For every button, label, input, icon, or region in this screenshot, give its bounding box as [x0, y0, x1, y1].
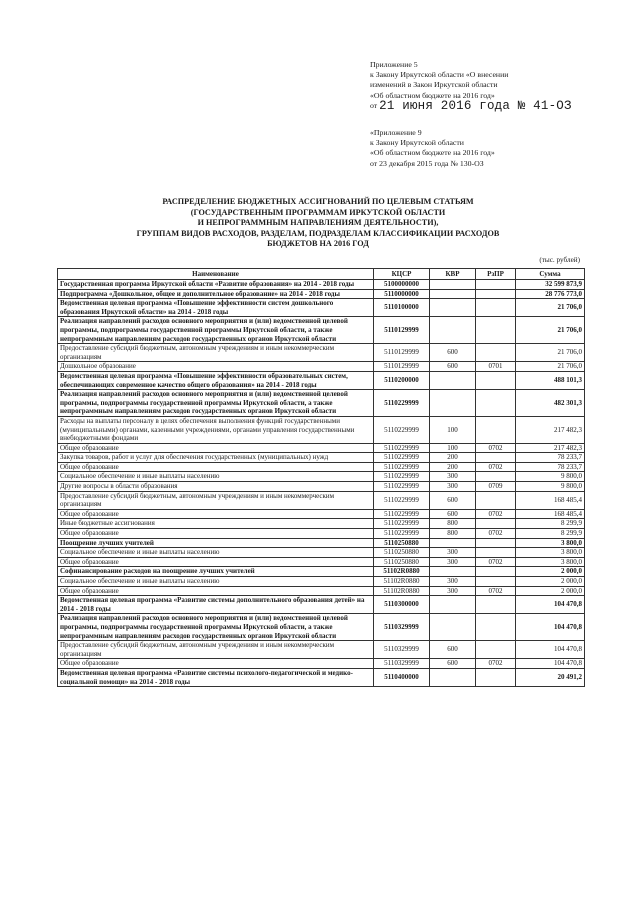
row-name: Иные бюджетные ассигнования	[58, 519, 374, 529]
row-kvr: 300	[430, 548, 476, 558]
row-rzpr	[476, 289, 516, 299]
header-sum: Сумма	[516, 269, 585, 280]
row-name: Общее образование	[58, 443, 374, 453]
row-name: Реализация направлений расходов основного мероприятия и (или) ведомственной целевой программы, подпрограммы государственной программы Иркутской области, а также непрограммным направлениям расходов государственных органов Иркутской области	[58, 614, 374, 641]
row-sum: 488 101,3	[516, 371, 585, 389]
table-row	[58, 362, 585, 372]
document-title	[96, 197, 540, 250]
row-kvr: 300	[430, 482, 476, 492]
row-sum: 104 470,8	[516, 641, 585, 659]
header-line: «Об областном бюджете на 2016 год»	[370, 90, 495, 100]
row-sum: 8 299,9	[516, 529, 585, 539]
table-row	[58, 344, 585, 362]
row-kvr: 800	[430, 519, 476, 529]
table-row	[58, 443, 585, 453]
row-kcsr: 5110250880	[374, 548, 430, 558]
law-number-stamp: 21 июня 2016 года № 41-ОЗ	[379, 98, 572, 113]
row-sum: 28 776 773,0	[516, 289, 585, 299]
row-sum: 104 470,8	[516, 614, 585, 641]
header-line: от 23 декабря 2015 года № 130-ОЗ	[370, 158, 484, 168]
row-rzpr	[476, 416, 516, 443]
row-kcsr: 5110329999	[374, 641, 430, 659]
row-rzpr	[476, 472, 516, 482]
row-kcsr: 5110229999	[374, 453, 430, 463]
row-sum: 20 491,2	[516, 668, 585, 686]
row-name: Общее образование	[58, 586, 374, 596]
row-rzpr	[476, 538, 516, 548]
row-kvr	[430, 299, 476, 317]
row-kvr: 300	[430, 586, 476, 596]
table-row	[58, 557, 585, 567]
row-kvr	[430, 668, 476, 686]
row-name: Общее образование	[58, 462, 374, 472]
appendix-9-header	[370, 128, 632, 169]
row-sum: 21 706,0	[516, 344, 585, 362]
row-kvr: 300	[430, 472, 476, 482]
row-kcsr: 51102R0880	[374, 567, 430, 577]
row-name: Реализация направлений расходов основного мероприятия и (или) ведомственной целевой программы, подпрограммы государственной программы Иркутской области, а также непрограммным направлениям расходов государственных органов Иркутской области	[58, 317, 374, 344]
row-kcsr: 5110229999	[374, 443, 430, 453]
row-kvr	[430, 390, 476, 417]
row-kcsr: 5110229999	[374, 509, 430, 519]
row-kvr	[430, 596, 476, 614]
row-kcsr: 5110129999	[374, 344, 430, 362]
row-name: Ведомственная целевая программа «Развитие системы дополнительного образования детей» на 2014 - 2018 годы	[58, 596, 374, 614]
row-kvr: 800	[430, 529, 476, 539]
header-line: изменений в Закон Иркутской области	[370, 80, 498, 90]
table-row	[58, 462, 585, 472]
row-kvr: 300	[430, 577, 476, 587]
row-rzpr: 0702	[476, 557, 516, 567]
row-rzpr: 0702	[476, 443, 516, 453]
row-name: Дошкольное образование	[58, 362, 374, 372]
row-rzpr: 0702	[476, 659, 516, 669]
row-kcsr: 51102R0880	[374, 586, 430, 596]
law-date-line	[370, 98, 632, 113]
row-name: Государственная программа Иркутской области «Развитие образования» на 2014 - 2018 годы	[58, 280, 374, 290]
table-row	[58, 519, 585, 529]
row-kvr: 600	[430, 491, 476, 509]
row-rzpr: 0702	[476, 462, 516, 472]
row-kcsr: 5110250880	[374, 557, 430, 567]
row-name: Предоставление субсидий бюджетным, автономным учреждениям и иным некоммерческим организациям	[58, 344, 374, 362]
row-kvr: 100	[430, 443, 476, 453]
row-rzpr	[476, 390, 516, 417]
row-kvr	[430, 567, 476, 577]
row-name: Ведомственная целевая программа «Повышение эффективности систем дошкольного образования Иркутской области» на 2014 - 2018 годы	[58, 299, 374, 317]
row-kcsr: 5110229999	[374, 390, 430, 417]
header-line: «Приложение 9	[370, 128, 422, 137]
row-kcsr: 5110229999	[374, 529, 430, 539]
title-line: И НЕПРОГРАММНЫМ НАПРАВЛЕНИЯМ ДЕЯТЕЛЬНОСТИ),	[197, 218, 439, 228]
title-line: РАСПРЕДЕЛЕНИЕ БЮДЖЕТНЫХ АССИГНОВАНИЙ ПО ЦЕЛЕВЫМ СТАТЬЯМ	[162, 197, 474, 206]
header-line: к Закону Иркутской области «О внесении	[370, 70, 509, 80]
row-name: Общее образование	[58, 659, 374, 669]
table-row	[58, 596, 585, 614]
row-kvr: 600	[430, 659, 476, 669]
row-kcsr: 5110129999	[374, 317, 430, 344]
row-sum: 168 485,4	[516, 491, 585, 509]
row-kvr	[430, 538, 476, 548]
row-kvr: 600	[430, 344, 476, 362]
table-row	[58, 548, 585, 558]
row-name: Социальное обеспечение и иные выплаты населению	[58, 577, 374, 587]
row-name: Социальное обеспечение и иные выплаты населению	[58, 548, 374, 558]
header-kvr: КВР	[430, 269, 476, 280]
row-sum: 3 800,0	[516, 538, 585, 548]
row-kvr: 200	[430, 462, 476, 472]
row-rzpr	[476, 453, 516, 463]
row-kvr: 600	[430, 641, 476, 659]
row-kcsr: 5110250880	[374, 538, 430, 548]
row-sum: 104 470,8	[516, 596, 585, 614]
row-rzpr: 0701	[476, 362, 516, 372]
row-kcsr: 5110400000	[374, 668, 430, 686]
header-line: к Закону Иркутской области	[370, 138, 464, 148]
header-line: Приложение 5	[370, 60, 418, 69]
title-line: ГРУППАМ ВИДОВ РАСХОДОВ, РАЗДЕЛАМ, ПОДРАЗДЕЛАМ КЛАССИФИКАЦИИ РАСХОДОВ	[136, 228, 500, 238]
row-sum: 8 299,9	[516, 519, 585, 529]
row-name: Ведомственная целевая программа «Повышение эффективности образовательных систем, обеспечивающих современное качество общего образования» на 2014 - 2018 годы	[58, 371, 374, 389]
row-name: Социальное обеспечение и иные выплаты населению	[58, 472, 374, 482]
row-sum: 2 000,0	[516, 567, 585, 577]
table-row	[58, 577, 585, 587]
row-kvr: 600	[430, 362, 476, 372]
row-sum: 2 000,0	[516, 577, 585, 587]
row-sum: 3 800,0	[516, 548, 585, 558]
table-row	[58, 416, 585, 443]
row-kcsr: 51102R0880	[374, 577, 430, 587]
row-name: Общее образование	[58, 509, 374, 519]
row-sum: 3 800,0	[516, 557, 585, 567]
table-row	[58, 567, 585, 577]
table-row	[58, 299, 585, 317]
row-kcsr: 5110229999	[374, 519, 430, 529]
row-rzpr	[476, 344, 516, 362]
row-sum: 21 706,0	[516, 362, 585, 372]
row-rzpr: 0702	[476, 586, 516, 596]
row-sum: 9 800,0	[516, 472, 585, 482]
table-row	[58, 641, 585, 659]
row-sum: 78 233,7	[516, 453, 585, 463]
row-rzpr	[476, 641, 516, 659]
row-name: Софинансирование расходов на поощрение лучших учителей	[58, 567, 374, 577]
table-row	[58, 371, 585, 389]
header-name: Наименование	[58, 269, 374, 280]
row-rzpr	[476, 668, 516, 686]
row-kvr: 100	[430, 416, 476, 443]
table-row	[58, 280, 585, 290]
row-kvr	[430, 371, 476, 389]
row-sum: 78 233,7	[516, 462, 585, 472]
row-kcsr: 5110129999	[374, 362, 430, 372]
table-row	[58, 390, 585, 417]
table-row	[58, 317, 585, 344]
row-rzpr	[476, 491, 516, 509]
row-rzpr	[476, 614, 516, 641]
row-rzpr	[476, 519, 516, 529]
row-kvr	[430, 317, 476, 344]
header-line: «Об областном бюджете на 2016 год»	[370, 148, 495, 158]
row-kcsr: 5110329999	[374, 659, 430, 669]
row-rzpr: 0702	[476, 509, 516, 519]
row-kcsr: 5110229999	[374, 472, 430, 482]
row-rzpr: 0709	[476, 482, 516, 492]
row-name: Закупка товаров, работ и услуг для обеспечения государственных (муниципальных) нужд	[58, 453, 374, 463]
row-name: Расходы на выплаты персоналу в целях обеспечения выполнения функций государственными (муниципальными) органами, казенными учреждениями, органами управления государственными внебюджетными фондами	[58, 416, 374, 443]
row-sum: 21 706,0	[516, 317, 585, 344]
row-name: Предоставление субсидий бюджетным, автономным учреждениям и иным некоммерческим организациям	[58, 641, 374, 659]
header-kcsr: КЦСР	[374, 269, 430, 280]
table-row	[58, 529, 585, 539]
row-rzpr	[476, 280, 516, 290]
row-kvr	[430, 289, 476, 299]
row-name: Ведомственная целевая программа «Развитие системы психолого-педагогической и медико-социальной помощи» на 2014 - 2018 годы	[58, 668, 374, 686]
row-name: Поощрение лучших учителей	[58, 538, 374, 548]
row-kcsr: 5110329999	[374, 614, 430, 641]
row-name: Подпрограмма «Дошкольное, общее и дополнительное образование» на 2014 - 2018 годы	[58, 289, 374, 299]
table-row	[58, 289, 585, 299]
table-header-row	[58, 269, 585, 280]
table-row	[58, 586, 585, 596]
row-kvr	[430, 280, 476, 290]
row-kcsr: 5110229999	[374, 482, 430, 492]
row-kvr: 200	[430, 453, 476, 463]
title-line: (ГОСУДАРСТВЕННЫМ ПРОГРАММАМ ИРКУТСКОЙ ОБЛАСТИ	[190, 207, 446, 217]
row-kvr: 300	[430, 557, 476, 567]
row-kcsr: 5110229999	[374, 416, 430, 443]
row-kcsr: 5110229999	[374, 491, 430, 509]
table-row	[58, 453, 585, 463]
table-row	[58, 538, 585, 548]
row-rzpr	[476, 371, 516, 389]
table-row	[58, 482, 585, 492]
row-rzpr	[476, 299, 516, 317]
row-rzpr	[476, 596, 516, 614]
table-row	[58, 509, 585, 519]
row-sum: 217 482,3	[516, 416, 585, 443]
row-sum: 32 599 873,9	[516, 280, 585, 290]
table-row	[58, 659, 585, 669]
row-rzpr	[476, 577, 516, 587]
row-name: Общее образование	[58, 529, 374, 539]
row-sum: 21 706,0	[516, 299, 585, 317]
row-kvr: 600	[430, 509, 476, 519]
table-row	[58, 491, 585, 509]
appendix-5-header	[370, 60, 632, 111]
row-sum: 168 485,4	[516, 509, 585, 519]
header-rzpr: РзПР	[476, 269, 516, 280]
table-row	[58, 668, 585, 686]
row-rzpr	[476, 567, 516, 577]
row-kcsr: 5110100000	[374, 299, 430, 317]
row-sum: 104 470,8	[516, 659, 585, 669]
row-rzpr: 0702	[476, 529, 516, 539]
row-rzpr	[476, 548, 516, 558]
row-kcsr: 5110200000	[374, 371, 430, 389]
row-name: Реализация направлений расходов основного мероприятия и (или) ведомственной целевой программы, подпрограммы государственной программы Иркутской области, а также непрограммным направлениям расходов государственных органов Иркутской области	[58, 390, 374, 417]
budget-table	[57, 268, 585, 687]
row-kcsr: 5100000000	[374, 280, 430, 290]
table-row	[58, 472, 585, 482]
units-label: (тыс. рублей)	[539, 256, 580, 264]
row-kcsr: 5110229999	[374, 462, 430, 472]
row-sum: 9 800,0	[516, 482, 585, 492]
row-sum: 482 301,3	[516, 390, 585, 417]
table-row	[58, 614, 585, 641]
row-sum: 217 482,3	[516, 443, 585, 453]
row-kcsr: 5110300000	[374, 596, 430, 614]
table-body	[58, 280, 585, 687]
date-prefix: от	[370, 100, 378, 110]
row-kvr	[430, 614, 476, 641]
row-rzpr	[476, 317, 516, 344]
row-name: Общее образование	[58, 557, 374, 567]
row-name: Предоставление субсидий бюджетным, автономным учреждениям и иным некоммерческим организациям	[58, 491, 374, 509]
row-kcsr: 5110000000	[374, 289, 430, 299]
row-sum: 2 000,0	[516, 586, 585, 596]
title-line: БЮДЖЕТОВ НА 2016 ГОД	[267, 239, 369, 249]
row-name: Другие вопросы в области образования	[58, 482, 374, 492]
